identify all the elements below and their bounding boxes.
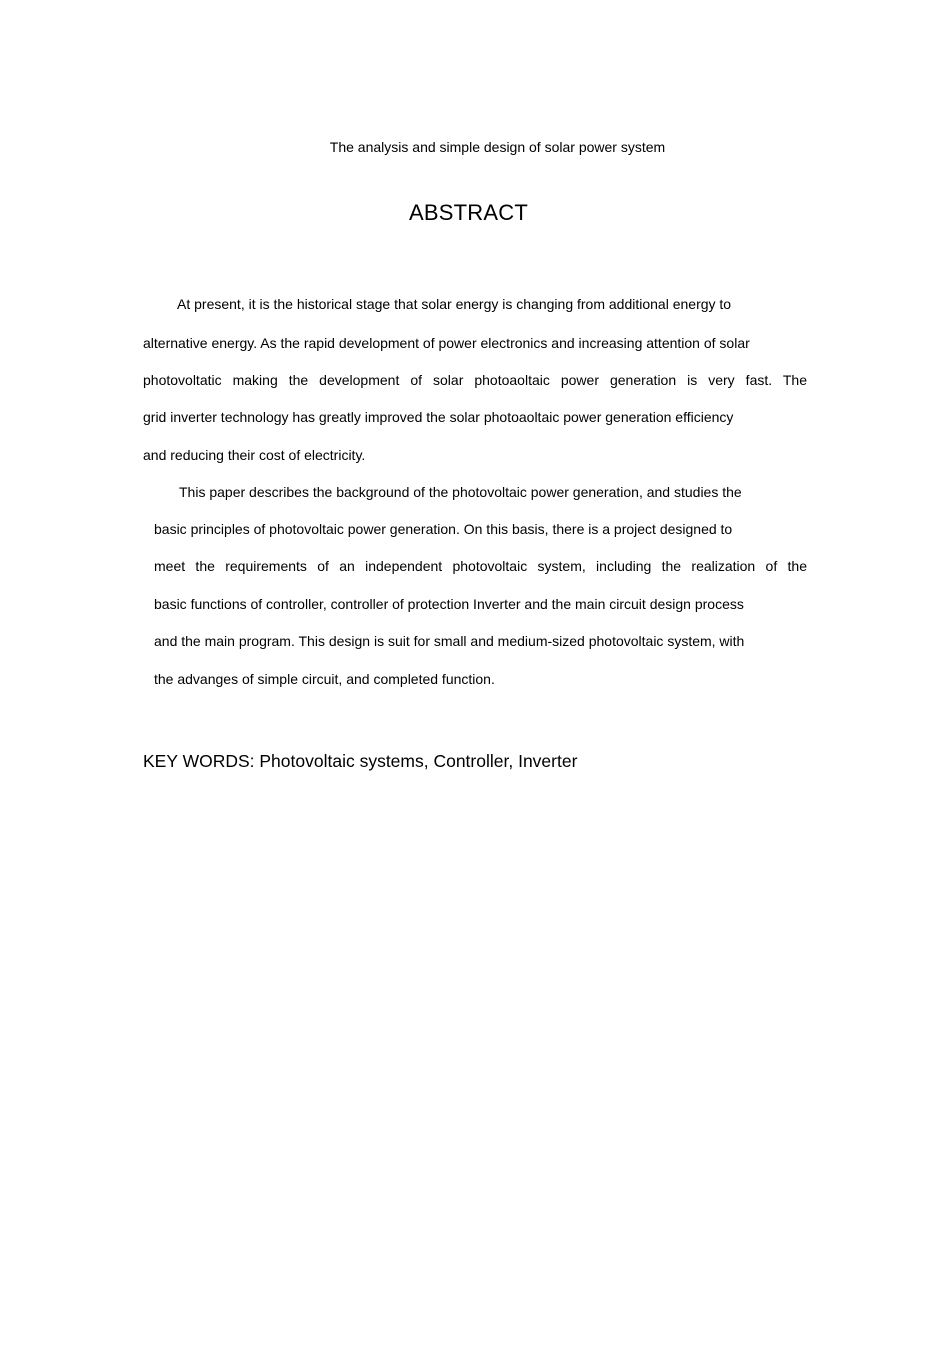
paragraph-2-line-2: basic principles of photovoltaic power generation. On this basis, there is a project designed to: [154, 521, 733, 537]
paragraph-2-line-1: This paper describes the background of the photovoltaic power generation, and studies the: [179, 484, 742, 500]
paragraph-1-line-5: and reducing their cost of electricity.: [143, 447, 366, 463]
abstract-heading: ABSTRACT: [409, 200, 528, 225]
keywords: KEY WORDS: Photovoltaic systems, Controller, Inverter: [143, 751, 578, 771]
paragraph-2-line-4: basic functions of controller, controller of protection Inverter and the main circuit design process: [154, 596, 744, 612]
paragraph-1-line-3: photovoltatic making the development of solar photoaoltaic power generation is very fast. The: [143, 372, 807, 388]
paragraph-1-line-2: alternative energy. As the rapid development of power electronics and increasing attention of solar: [143, 335, 750, 351]
paragraph-2-line-3: meet the requirements of an independent photovoltaic system, including the realization of the: [154, 558, 807, 574]
paragraph-1-line-4: grid inverter technology has greatly improved the solar photoaoltaic power generation efficiency: [143, 409, 734, 425]
paragraph-2-line-5: and the main program. This design is suit for small and medium-sized photovoltaic system, with: [154, 633, 745, 649]
paragraph-2-line-6: the advanges of simple circuit, and completed function.: [154, 671, 495, 687]
paragraph-1-line-1: At present, it is the historical stage that solar energy is changing from additional energy to: [177, 296, 732, 312]
running-title: The analysis and simple design of solar power system: [329, 139, 666, 155]
